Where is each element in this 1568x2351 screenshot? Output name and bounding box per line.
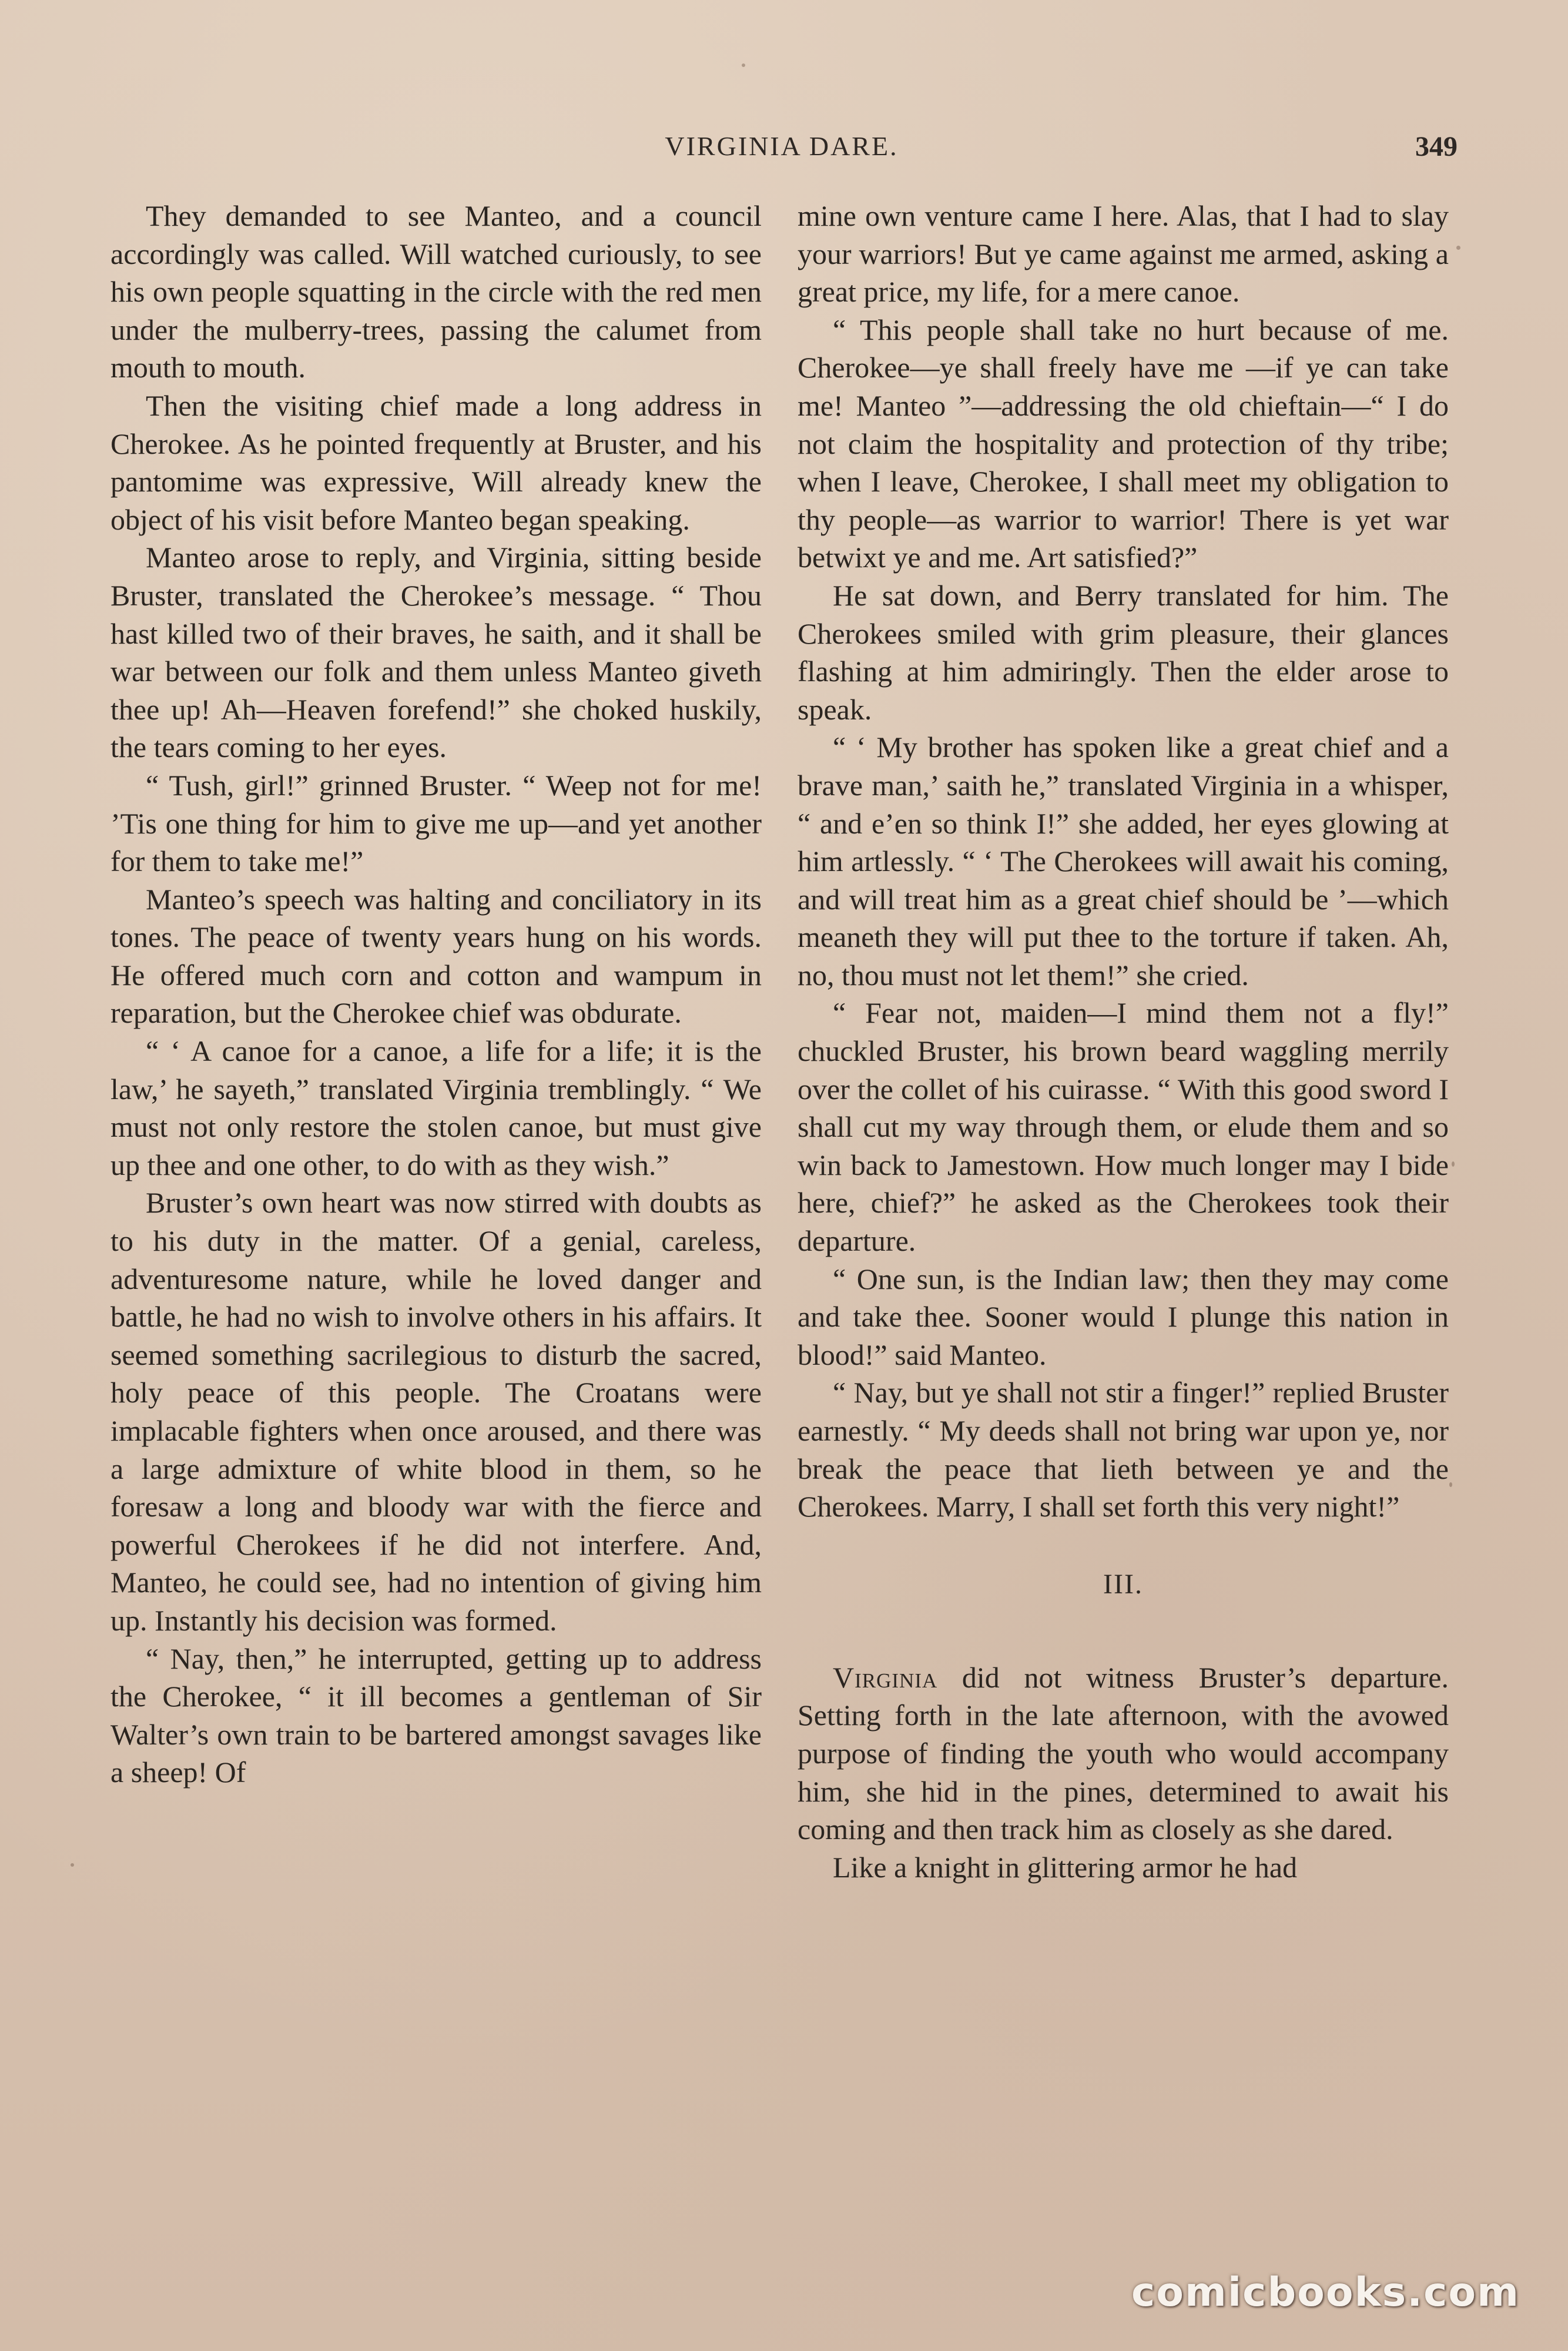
paragraph: “ Tush, girl!” grinned Bruster. “ Weep not for me! ’Tis one thing for him to give me up—and yet another for them to take me!” xyxy=(110,768,762,878)
paragraph: “ This people shall take no hurt because of me. Cherokee—ye shall freely have me —if ye can take me! Manteo ”—addressing the old chieftain—“ I do not claim the hospitality and protection of thy tribe; when I leave, Cherokee, I shall meet my obligation to thy people—as warrior to warrior! There is yet war betwixt ye and me. Art satisfied?” xyxy=(798,313,1449,574)
section-lead-word: Virginia xyxy=(833,1660,938,1694)
paragraph: “ Fear not, maiden—I mind them not a fly!” chuckled Bruster, his brown beard waggling merrily over the collet of his cuirasse. “ With this good sword I shall cut my way through them, or elude them and so win back to Jamestown. How much longer may I bide here, chief?” he asked as the Cherokees took their departure. xyxy=(798,996,1449,1258)
right-column xyxy=(798,197,1449,1886)
continued-paragraph: mine own venture came I here. Alas, that I had to slay your warriors! But ye came against me armed, asking a great price, my life, for a mere canoe. xyxy=(798,199,1449,309)
paragraph: Bruster’s own heart was now stirred with doubts as to his duty in the matter. Of a genial, careless, adventuresome nature, while he loved danger and battle, he had no wish to involve others in his affairs. It seemed something sacrilegious to disturb the sacred, holy peace of this people. The Croatans were implacable fighters when once aroused, and there was a large admixture of white blood in them, so he foresaw a long and bloody war with the fierce and powerful Cherokees if he did not interfere. And, Manteo, he could see, had no intention of giving him up. Instantly his decision was formed. xyxy=(110,1186,762,1637)
paragraph: Manteo’s speech was halting and conciliatory in its tones. The peace of twenty years hung on his words. He offered much corn and cotton and wampum in reparation, but the Cherokee chief was obdurate. xyxy=(110,882,762,1030)
paper-speck xyxy=(1452,1161,1455,1167)
paragraph: He sat down, and Berry translated for him. The Cherokees smiled with grim pleasure, their glances flashing at him admiringly. Then the elder arose to speak. xyxy=(798,578,1449,726)
paper-speck xyxy=(71,1863,74,1867)
paragraph: Manteo arose to reply, and Virginia, sitting beside Bruster, translated the Cherokee’s message. “ Thou hast killed two of their braves, he saith, and it shall be war between our folk and them unless Manteo giveth thee up! Ah—Heaven forefend!” she choked huskily, the tears coming to her eyes. xyxy=(110,541,762,764)
paragraph: Like a knight in glittering armor he had xyxy=(833,1850,1298,1884)
paragraph: “ Nay, then,” he interrupted, getting up to address the Cherokee, “ it ill becomes a gentleman of Sir Walter’s own train to be bartered amongst savages like a sheep! Of xyxy=(110,1642,762,1789)
section-opening-paragraph xyxy=(798,1659,1449,1848)
section-paragraph-text: did not witness Bruster’s departure. Setting forth in the late afternoon, with the avowed purpose of finding the youth who would accompany him, she hid in the pines, determined to await his coming and then track him as closely as she dared. xyxy=(798,1660,1449,1846)
paper-speck xyxy=(742,63,745,67)
left-column xyxy=(110,197,762,1791)
paragraph: “ One sun, is the Indian law; then they may come and take thee. Sooner would I plunge this nation in blood!” said Manteo. xyxy=(798,1262,1449,1371)
paragraph: They demanded to see Manteo, and a council accordingly was called. Will watched curiously, to see his own people squatting in the circle with the red men under the mulberry-trees, passing the calumet from mouth to mouth. xyxy=(110,199,762,384)
watermark: comicbooks.com xyxy=(1131,2269,1520,2316)
running-title: VIRGINIA DARE. xyxy=(665,131,899,161)
paragraph: Then the visiting chief made a long address in Cherokee. As he pointed frequently at Bruster, and his pantomime was expressive, Will already knew the object of his visit before Manteo began speaking. xyxy=(110,389,762,536)
running-head xyxy=(106,130,1458,172)
paper-speck xyxy=(1456,246,1460,250)
paper-speck xyxy=(1449,1482,1452,1487)
paragraph: “ Nay, but ye shall not stir a finger!” replied Bruster earnestly. “ My deeds shall not bring war upon ye, nor break the peace that lieth between ye and the Cherokees. Marry, I shall set forth this very night!” xyxy=(798,1376,1449,1523)
paragraph: “ ‘ A canoe for a canoe, a life for a life; it is the law,’ he sayeth,” translated Virginia tremblingly. “ We must not only restore the stolen canoe, but must give up thee and one other, to do with as they wish.” xyxy=(110,1034,762,1181)
paragraph: “ ‘ My brother has spoken like a great chief and a brave man,’ saith he,” translated Virginia in a whisper, “ and e’en so think I!” she added, her eyes glowing at him artlessly. “ ‘ The Cherokees will await his coming, and will treat him as a great chief should be ’—which meaneth they will put thee to the torture if taken. Ah, no, thou must not let them!” she cried. xyxy=(798,731,1449,992)
section-heading: III. xyxy=(1103,1568,1143,1600)
page-number: 349 xyxy=(1415,131,1458,162)
